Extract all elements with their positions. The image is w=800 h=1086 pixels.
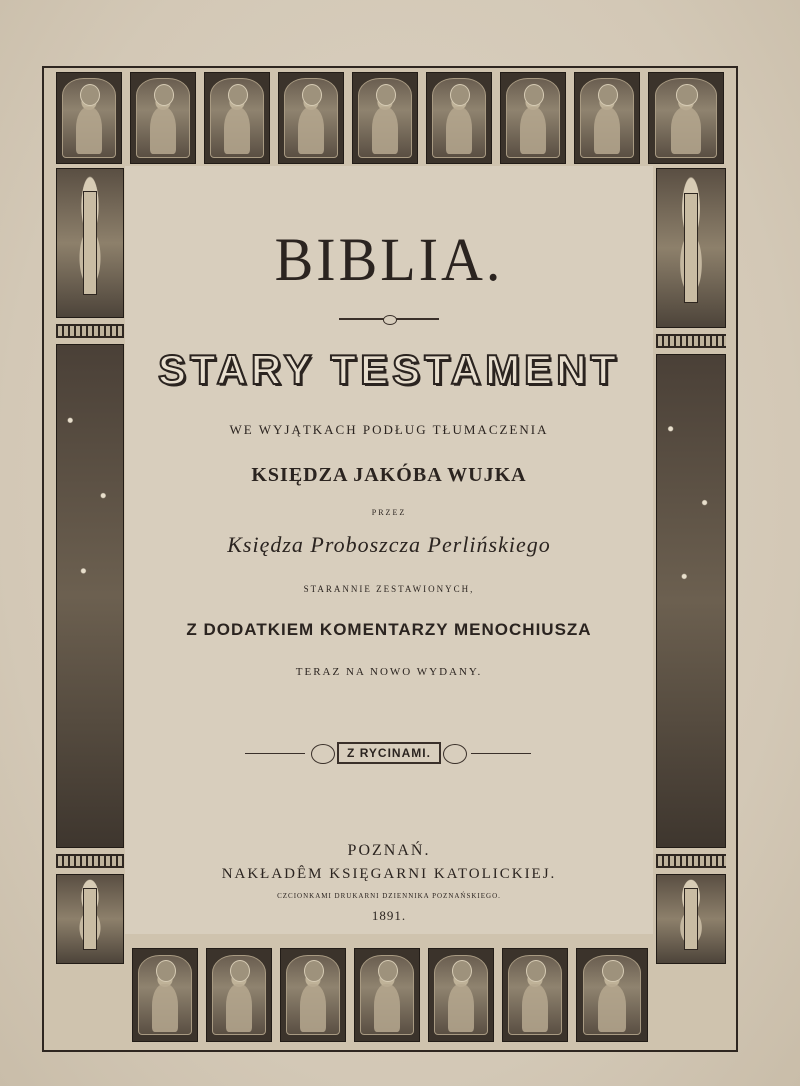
edition-line: TERAZ NA NOWO WYDANY. [295,666,483,678]
right-madonna-panel [656,354,726,848]
saint-tile-top-9 [648,72,724,164]
book-title: BIBLIA. [274,225,504,294]
saint-tile-top-2 [130,72,196,164]
illustrations-badge: Z RYCINAMI. [337,742,441,764]
book-subtitle: STARY TESTAMENT [157,346,621,393]
title-page-text [125,166,653,934]
saint-tile-top-7 [500,72,566,164]
right-greek-key-top [656,334,726,348]
saint-tile-bottom-5 [428,948,494,1042]
left-column-ornament [56,168,124,318]
publication-place: POZNAŃ. [347,842,431,859]
saint-tile-top-6 [426,72,492,164]
translation-line: WE WYJĄTKACH PODŁUG TŁUMACZENIA [229,422,549,437]
compiled-line: STARANNIE ZESTAWIONYCH, [303,584,475,594]
left-greek-key-top [56,324,124,338]
saint-tile-top-4 [278,72,344,164]
saint-tile-top-3 [204,72,270,164]
saint-tile-bottom-2 [206,948,272,1042]
right-vase-ornament [656,874,726,964]
saint-tile-top-5 [352,72,418,164]
left-angels-panel [56,344,124,848]
left-vase-ornament [56,874,124,964]
compiler-name: Księdza Proboszcza Perlińskiego [227,532,551,557]
saint-tile-bottom-4 [354,948,420,1042]
publication-year: 1891. [371,908,407,923]
saint-tile-top-1 [56,72,122,164]
printer-line: CZCIONKAMI DRUKARNI DZIENNIKA POZNAŃSKIEGO. [277,892,501,900]
illustrations-cartouche [125,738,653,768]
left-greek-key-bottom [56,854,124,868]
saint-tile-bottom-1 [132,948,198,1042]
translator-name: KSIĘDZA JAKÓBA WUJKA [251,464,527,486]
publisher-line: NAKŁADÊM KSIĘGARNI KATOLICKIEJ. [221,866,557,882]
right-greek-key-bottom [656,854,726,868]
by-line: PRZEZ [371,508,407,517]
right-column-ornament [656,168,726,328]
saint-tile-top-8 [574,72,640,164]
saint-tile-bottom-6 [502,948,568,1042]
ornamental-rule [339,318,439,320]
saint-tile-bottom-3 [280,948,346,1042]
commentary-line: Z DODATKIEM KOMENTARZY MENOCHIUSZA [186,620,592,639]
saint-tile-bottom-7 [576,948,648,1042]
